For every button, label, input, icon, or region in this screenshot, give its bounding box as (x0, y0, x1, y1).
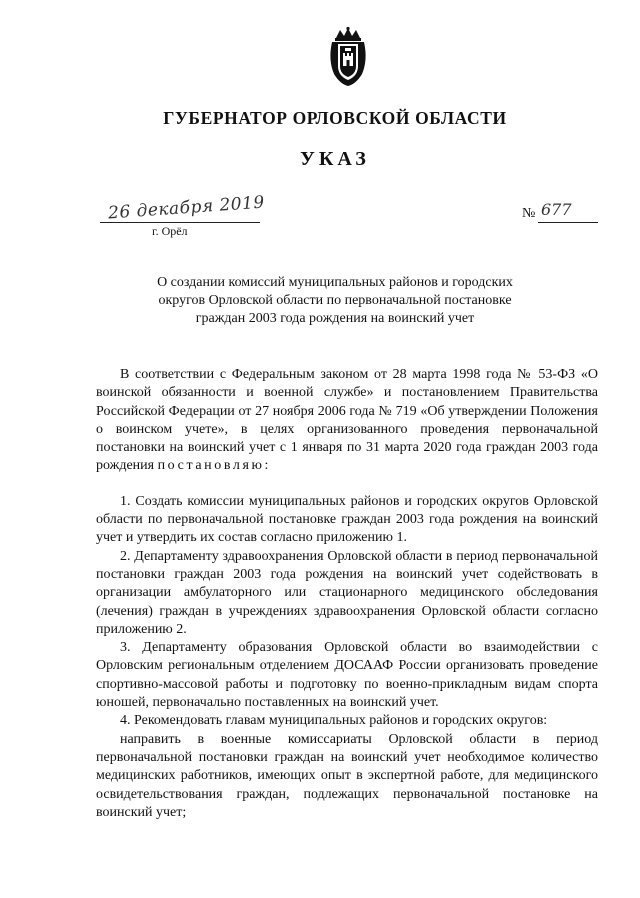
paragraph-gap (96, 476, 598, 493)
city-label: г. Орёл (152, 224, 188, 238)
preamble-paragraph (96, 366, 598, 476)
item-paragraph: направить в военные комиссариаты Орловской области в период первоначальной постановки граждан на воинский учет необходимое количество медицинских работников, имеющих опыт в экспертной работе, для медицинского освидетельствования граждан, подлежащих первоначальной постановке на воинский учет; (96, 731, 598, 820)
item-paragraph: 1. Создать комиссии муниципальных районов и городских округов Орловской области по первоначальной постановке граждан 2003 года рождения на воинский учет и утвердить их состав согласно приложению 1. (96, 493, 598, 546)
item-paragraph: 2. Департаменту здравоохранения Орловской области в период первоначальной постановки граждан 2003 года рождения на воинский учет содействовать в организации амбулаторного или стационарного медицинского обследования (лечения) граждан в учреждениях здравоохранения Орловской области согласно приложению 2. (96, 548, 598, 637)
subject-line: О создании комиссий муниципальных районов и городских (157, 275, 513, 290)
decree-word: постановляю: (157, 458, 272, 474)
subject-line: округов Орловской области по первоначальной постановке (158, 293, 512, 308)
document-body (96, 366, 598, 822)
document-number: 677 (541, 200, 572, 219)
number-label: № (522, 206, 536, 221)
coat-of-arms-icon (324, 26, 372, 88)
date-underline (100, 222, 260, 223)
item-paragraph: 3. Департаменту образования Орловской области во взаимодействии с Орловским региональным отделением ДОСААФ России организовать проведение спортивно-массовой работы и подготовку по военно-прикладным видам спорта юношей, первоначально поставленных на воинский учет. (96, 640, 598, 711)
document-subject (0, 274, 640, 328)
item-paragraph: 4. Рекомендовать главам муниципальных районов и городских округов: (120, 713, 548, 729)
authority-title: ГУБЕРНАТОР ОРЛОВСКОЙ ОБЛАСТИ (163, 108, 507, 128)
subject-line: граждан 2003 года рождения на воинский учет (195, 311, 475, 326)
preamble-text: В соответствии с Федеральным законом от 28 марта 1998 года № 53-ФЗ «О воинской обязанности и военной службе» и постановлением Правительства Российской Федерации от 27 ноября 2006 года № 719 «Об утверждении Положения о воинском учете», в целях организованного проведения первоначальной постановки на воинский учет с 1 января по 31 марта 2020 года граждан 2003 года рождения (96, 367, 598, 474)
number-underline (538, 222, 598, 223)
document-type: УКАЗ (300, 148, 370, 170)
signed-date: 26 декабря 2019 (107, 192, 266, 224)
